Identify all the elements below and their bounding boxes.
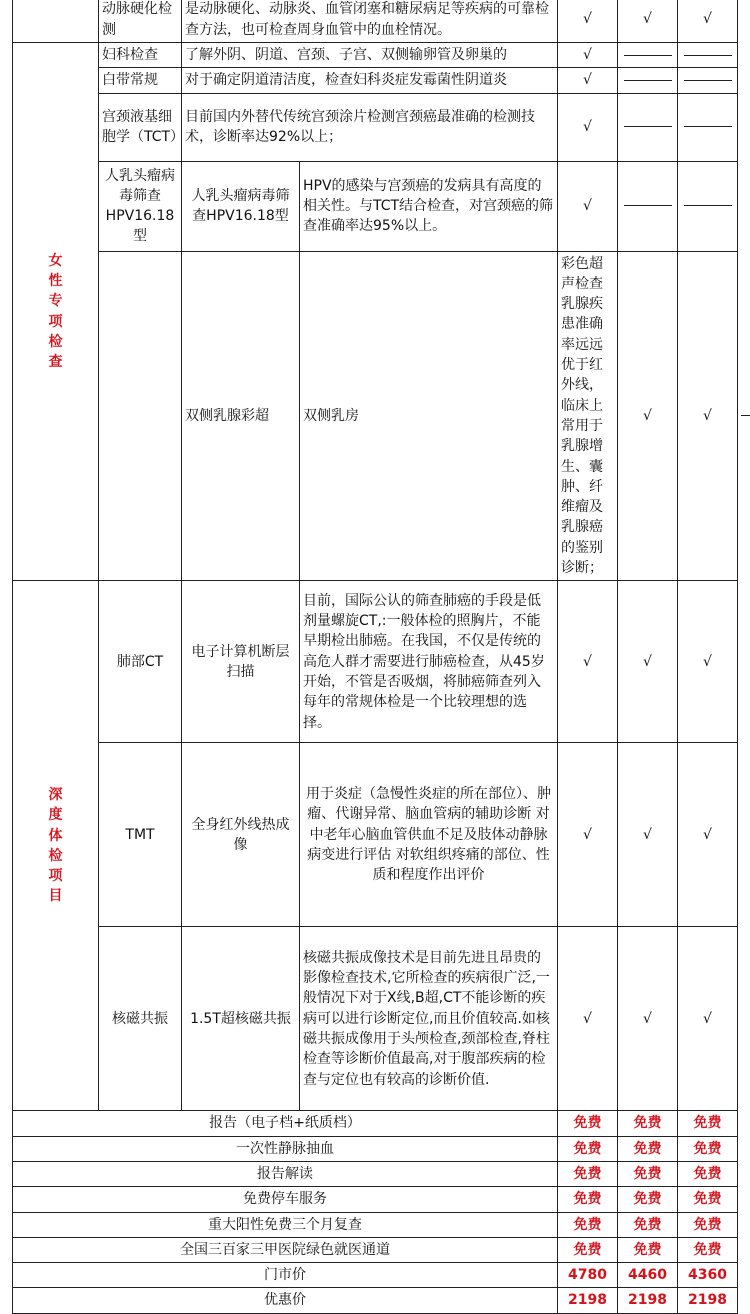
item-name: 宫颈液基细胞学（TCT） <box>99 93 182 161</box>
package-3-mark <box>678 43 738 68</box>
package-1-mark: √ <box>558 581 618 743</box>
item-name: 肺部CT <box>99 581 182 743</box>
service-row <box>13 1136 738 1161</box>
service-row <box>13 1161 738 1186</box>
table-row <box>13 161 738 251</box>
table-row <box>13 93 738 161</box>
not-included-dash <box>624 55 672 56</box>
table-row <box>13 743 738 927</box>
category-cell-blank <box>13 0 99 43</box>
package-3-mark <box>678 93 738 161</box>
item-content: 双侧乳房 <box>300 251 558 581</box>
package-2-mark: √ <box>678 251 738 581</box>
category-char: 检 <box>48 333 63 350</box>
table-row <box>13 251 738 581</box>
package-1-price: 免费 <box>558 1237 618 1262</box>
package-2-mark <box>618 93 678 161</box>
package-1-mark: √ <box>558 927 618 1111</box>
item-description: 彩色超声检查乳腺疾患准确率远远优于红外线，临床上常用于乳腺增生、囊肿、纤维瘤及乳腺癌的鉴别诊断； <box>558 251 618 581</box>
category-cell-blank <box>99 251 182 581</box>
package-2-mark: √ <box>618 927 678 1111</box>
category-char: 性 <box>48 273 63 290</box>
package-3-price: 2198 <box>678 1288 738 1313</box>
package-2-mark <box>618 161 678 251</box>
item-name: 双侧乳腺彩超 <box>182 251 300 581</box>
category-char: 女 <box>48 252 63 269</box>
service-label: 一次性静脉抽血 <box>13 1136 558 1161</box>
not-included-dash <box>684 126 732 127</box>
not-included-dash <box>684 205 732 206</box>
item-description: 对于确定阴道清洁度，检查妇科炎症发霉菌性阴道炎 <box>182 68 558 93</box>
category-char: 项 <box>48 868 63 885</box>
item-name: 妇科检查 <box>99 43 182 68</box>
package-2-price: 免费 <box>618 1237 678 1262</box>
category-char: 专 <box>48 293 63 310</box>
item-name: 人乳头瘤病毒筛查HPV16.18型 <box>99 161 182 251</box>
package-2-mark: √ <box>618 581 678 743</box>
price-row <box>13 1288 738 1313</box>
category-female-specific <box>13 43 99 581</box>
package-2-price: 免费 <box>618 1161 678 1186</box>
item-name: 核磁共振 <box>99 927 182 1111</box>
category-char: 体 <box>48 827 63 844</box>
category-char: 度 <box>48 807 63 824</box>
package-1-mark: √ <box>558 743 618 927</box>
table-row <box>13 581 738 743</box>
package-1-mark: √ <box>558 43 618 68</box>
retail-price-label: 门市价 <box>13 1263 558 1288</box>
package-3-price: 免费 <box>678 1111 738 1136</box>
service-row <box>13 1212 738 1237</box>
package-3-price: 4360 <box>678 1263 738 1288</box>
service-row <box>13 1111 738 1136</box>
not-included-dash <box>741 415 750 416</box>
package-3-mark: √ <box>678 927 738 1111</box>
package-2-price: 2198 <box>618 1288 678 1313</box>
package-3-price: 免费 <box>678 1187 738 1212</box>
item-content: 1.5T超核磁共振 <box>182 927 300 1111</box>
item-name: 白带常规 <box>99 68 182 93</box>
package-1-mark: √ <box>558 68 618 93</box>
package-3-mark: √ <box>678 0 738 43</box>
item-description: 核磁共振成像技术是目前先进且昂贵的影像检查技术,它所检查的疾病很广泛,一般情况下对于X线,B超,CT不能诊断的疾病可以进行诊断定位,而且价值较高.如核磁共振成像用于头颅检查,颈部检查,脊柱检查等诊断价值最高,对于腹部疾病的检查与定位也有较高的诊断价值. <box>300 927 558 1111</box>
item-description: 了解外阴、阴道、宫颈、子宫、双侧输卵管及卵巢的 <box>182 43 558 68</box>
service-label: 免费停车服务 <box>13 1187 558 1212</box>
package-2-mark: √ <box>618 0 678 43</box>
service-row <box>13 1187 738 1212</box>
service-row <box>13 1237 738 1262</box>
item-description: 目前国内外替代传统宫颈涂片检测宫颈癌最准确的检测技术，诊断率达92%以上； <box>182 93 558 161</box>
service-label: 全国三百家三甲医院绿色就医通道 <box>13 1237 558 1262</box>
package-3-price: 免费 <box>678 1237 738 1262</box>
package-1-mark: √ <box>618 251 678 581</box>
package-2-price: 免费 <box>618 1212 678 1237</box>
package-1-mark: √ <box>558 0 618 43</box>
package-1-mark: √ <box>558 93 618 161</box>
package-1-price: 免费 <box>558 1161 618 1186</box>
table-row <box>13 68 738 93</box>
category-char: 检 <box>48 847 63 864</box>
package-3-price: 免费 <box>678 1136 738 1161</box>
package-1-price: 2198 <box>558 1288 618 1313</box>
item-content: 人乳头瘤病毒筛查HPV16.18型 <box>182 161 300 251</box>
item-description: HPV的感染与宫颈癌的发病具有高度的相关性。与TCT结合检查，对宫颈癌的筛查准确率达95%以上。 <box>300 161 558 251</box>
package-3-price: 免费 <box>678 1212 738 1237</box>
package-2-price: 4460 <box>618 1263 678 1288</box>
package-1-price: 免费 <box>558 1111 618 1136</box>
package-1-price: 免费 <box>558 1187 618 1212</box>
item-content: 电子计算机断层扫描 <box>182 581 300 743</box>
category-char: 目 <box>48 888 63 905</box>
table-row <box>13 0 738 43</box>
service-label: 重大阳性免费三个月复查 <box>13 1212 558 1237</box>
service-label: 报告解读 <box>13 1161 558 1186</box>
package-2-mark <box>618 43 678 68</box>
item-name: TMT <box>99 743 182 927</box>
not-included-dash <box>624 205 672 206</box>
item-description: 是动脉硬化、动脉炎、血管闭塞和糖尿病足等疾病的可靠检查方法，也可检查周身血管中的血栓情况。 <box>182 0 558 43</box>
item-description: 目前，国际公认的筛查肺癌的手段是低剂量螺旋CT,:一般体检的照胸片，不能早期检出肺癌。在我国，不仅是传统的高危人群才需要进行肺癌检查，从45岁开始，不管是否吸烟，将肺癌筛查列入每年的常规体检是一个比较理想的选择。 <box>300 581 558 743</box>
discount-price-label: 优惠价 <box>13 1288 558 1313</box>
package-1-price: 4780 <box>558 1263 618 1288</box>
package-2-mark <box>618 68 678 93</box>
table-row <box>13 927 738 1111</box>
package-1-price: 免费 <box>558 1212 618 1237</box>
package-2-price: 免费 <box>618 1136 678 1161</box>
package-3-price: 免费 <box>678 1161 738 1186</box>
package-3-mark <box>678 161 738 251</box>
table-row <box>13 43 738 68</box>
service-label: 报告（电子档+纸质档） <box>13 1111 558 1136</box>
package-2-price: 免费 <box>618 1111 678 1136</box>
price-row <box>13 1263 738 1288</box>
category-deep-exam <box>13 581 99 1111</box>
not-included-dash <box>684 55 732 56</box>
not-included-dash <box>624 126 672 127</box>
package-1-price: 免费 <box>558 1136 618 1161</box>
item-name: 动脉硬化检测 <box>99 0 182 43</box>
category-char: 深 <box>48 786 63 803</box>
category-char: 项 <box>48 313 63 330</box>
package-3-mark: √ <box>678 743 738 927</box>
not-included-dash <box>624 80 672 81</box>
not-included-dash <box>684 80 732 81</box>
item-description: 用于炎症（急慢性炎症的所在部位）、肿瘤、代谢异常、脑血管病的辅助诊断 对中老年心脑血管供血不足及肢体动静脉病变进行评估 对软组织疼痛的部位、性质和程度作出评价 <box>300 743 558 927</box>
package-2-mark: √ <box>618 743 678 927</box>
package-3-mark: √ <box>678 581 738 743</box>
package-3-mark <box>678 68 738 93</box>
category-char: 查 <box>48 354 63 371</box>
package-2-price: 免费 <box>618 1187 678 1212</box>
package-1-mark: √ <box>558 161 618 251</box>
item-content: 全身红外线热成像 <box>182 743 300 927</box>
exam-package-table <box>12 0 738 1314</box>
